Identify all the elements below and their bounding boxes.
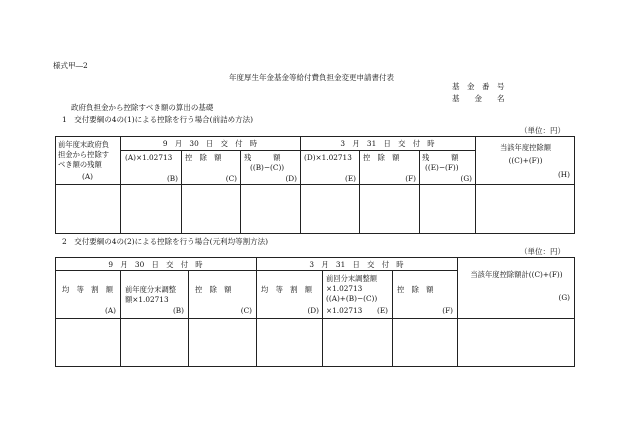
table1-unit-label: （単位：円）	[520, 126, 565, 135]
table1-col-a-code: (A)	[82, 172, 93, 181]
table1-col-h-label: 当該年度控除額	[499, 143, 552, 152]
fund-name-label: 基 金 名	[452, 94, 505, 103]
table2-col-e-line1: 前回分末調整額	[326, 274, 378, 283]
table2-unit-label: （単位：円）	[520, 247, 565, 256]
table1-group-divider	[120, 150, 475, 151]
table2-col-d-label: 均 等 割 額	[261, 285, 313, 294]
table1-group-sep30: 9 月 30 日 交 付 時	[162, 139, 258, 148]
table2-col-f-label: 控 除 額	[397, 285, 434, 294]
table2-header-bottom	[55, 318, 575, 319]
table1-header-bottom	[55, 184, 575, 185]
table2-col-e-last: ×1.02713	[326, 306, 363, 315]
table1-col-e-code: (E)	[344, 174, 356, 183]
table1-col-b-label: (A)×1.02713	[125, 153, 173, 162]
table2-col-a-code: (A)	[105, 306, 116, 315]
table2-col-a-label: 均 等 割 額	[62, 285, 114, 294]
table1-col-c-code: (C)	[225, 174, 237, 183]
table1-col-f-label: 控 除 額	[363, 153, 400, 162]
table1-col-d-code: (D)	[285, 174, 297, 183]
table2-col-c-label: 控 除 額	[195, 285, 232, 294]
table1-col-g-label: 残 額	[422, 153, 459, 162]
table2-col-e-code: (E)	[376, 306, 388, 315]
table1-col-a-line3: べき額の残額	[58, 160, 102, 169]
table2-col-d-code: (D)	[307, 306, 319, 315]
form-id: 様式甲―2	[53, 61, 88, 70]
table1-col-h-code: (H)	[557, 170, 570, 179]
table1-col-e-label: (D)×1.02713	[304, 153, 352, 162]
table2-col-b-line1: 前年度分末調整	[125, 285, 177, 294]
table1-col-f-code: (F)	[405, 174, 416, 183]
section2-title: 2 交付要綱の4の(2)による控除を行う場合(元利均等割方法)	[62, 237, 269, 246]
table2-col-g-code: (G)	[558, 293, 570, 302]
table2-col-c-code: (C)	[240, 306, 252, 315]
table2-col-f-code: (F)	[442, 306, 453, 315]
table2-group-sep30: 9 月 30 日 交 付 時	[108, 260, 203, 269]
section-heading: 政府負担金から控除すべき額の算出の基礎	[71, 103, 214, 112]
section1-title: 1 交付要綱の4の(1)による控除を行う場合(前詰め方法)	[62, 115, 254, 124]
table2-col-b-line2: 額×1.02713	[125, 295, 169, 304]
fund-number-label: 基 金 番 号	[452, 82, 505, 91]
table1-col-g-code: (G)	[460, 174, 472, 183]
table2-group-mar31: 3 月 31 日 交 付 時	[309, 260, 404, 269]
table1-col-a-line1: 前年度末政府負	[58, 140, 110, 149]
table2-col-e-line3: ((A)+(B)−(C))	[326, 294, 378, 303]
table1-col-a-line2: 担金から控除す	[58, 150, 110, 159]
table2-col-b-code: (B)	[172, 306, 184, 315]
table1-col-h-formula: ((C)+(F))	[508, 156, 543, 165]
table1-col-b-code: (B)	[166, 174, 178, 183]
table1-col-g-formula: ((E)−(F))	[425, 163, 459, 172]
table1-col-d-label: 残 額	[244, 153, 281, 162]
table1-col-d-formula: ((B)−(C))	[250, 163, 285, 172]
form-title: 年度厚生年金基金等給付費負担金変更申請書付表	[229, 73, 394, 82]
table1-col-c-label: 控 除 額	[185, 153, 222, 162]
table2-col-e-line2: ×1.02713	[326, 284, 363, 293]
table1-group-mar31: 3 月 31 日 交 付 時	[340, 139, 435, 148]
table2-col-g-label: 当該年度控除額計((C)+(F))	[470, 270, 563, 279]
